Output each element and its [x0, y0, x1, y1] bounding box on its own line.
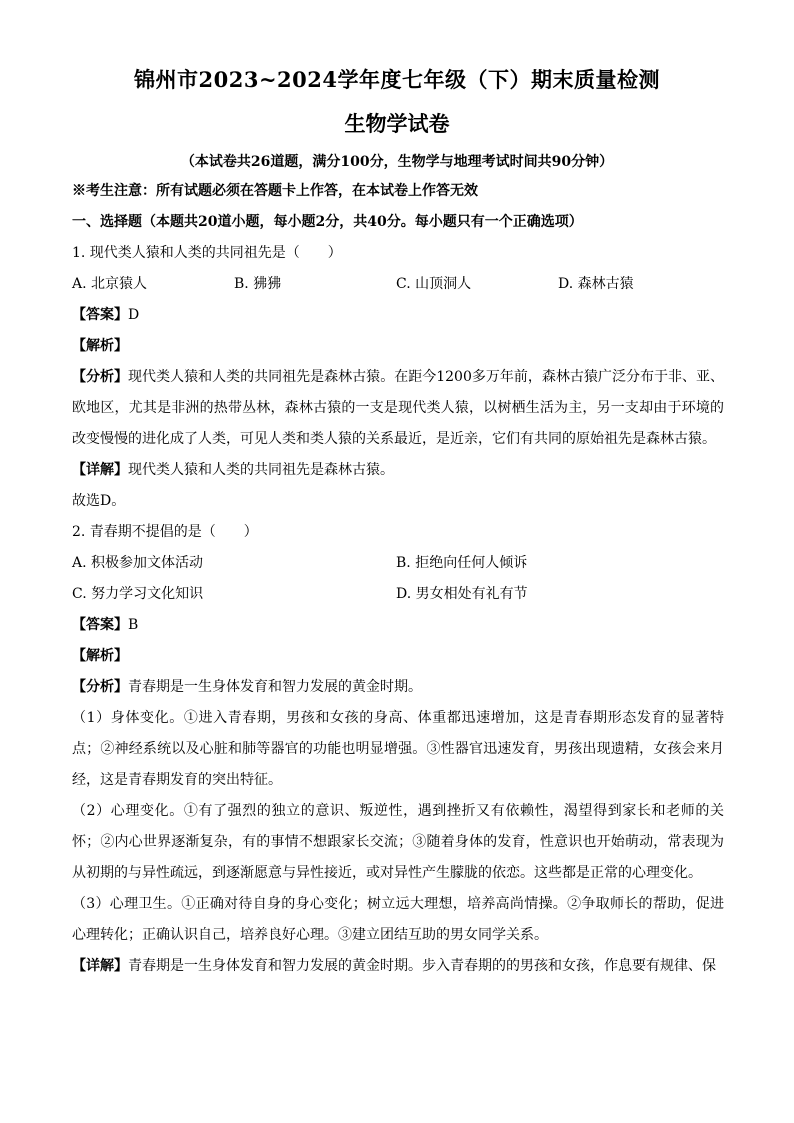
question-1-analysis [72, 362, 724, 455]
document-body [72, 176, 724, 982]
option-c: C. 山顶洞人 [396, 276, 472, 292]
question-2-options-row1 [72, 548, 724, 579]
question-1-stem: 1. 现代类人猿和人类的共同祖先是（ ） [72, 245, 342, 261]
question-2-answer [72, 610, 724, 641]
answer-value: B [128, 617, 139, 633]
option-d: D. 男女相处有礼有节 [396, 586, 528, 602]
exam-subject: 生物学试卷 [344, 111, 450, 136]
analysis-label: 【分析】 [72, 369, 129, 385]
exam-title: 锦州市2023~2024学年度七年级（下）期末质量检测 [134, 67, 660, 92]
exam-notice: ※考生注意：所有试题必须在答题卡上作答，在本试卷上作答无效 [72, 183, 478, 199]
option-a: A. 积极参加文体活动 [72, 555, 204, 571]
analysis-text: 青春期是一生身体发育和智力发展的黄金时期。 [128, 679, 422, 695]
detail-label: 【详解】 [72, 958, 128, 974]
question-1-conclusion: 故选D。 [72, 493, 126, 509]
option-b: B. 狒狒 [234, 276, 282, 292]
answer-label: 【答案】 [72, 307, 128, 323]
detail-text: 青春期是一生身体发育和智力发展的黄金时期。步入青春期的的男孩和女孩，作息要有规律、保 [128, 958, 716, 974]
analysis-point-2: （2）心理变化。①有了强烈的独立的意识、叛逆性，遇到挫折又有依赖性，渴望得到家长和老师的关怀；②内心世界逐渐复杂，有的事情不想跟家长交流；③随着身体的发育，性意识也开始萌动，常表现为从初期的与异性疏远，到逐渐愿意与异性接近，或对异性产生朦胧的依恋。这些都是正常的心理变化。 [72, 803, 724, 881]
option-d: D. 森林古猿 [558, 276, 634, 292]
analysis-label: 【分析】 [72, 679, 128, 695]
question-2-analysis [72, 672, 724, 703]
detail-text: 现代类人猿和人类的共同祖先是森林古猿。 [128, 462, 394, 478]
section-heading: 一、选择题（本题共20道小题，每小题2分，共40分。每小题只有一个正确选项） [72, 214, 583, 230]
option-b: B. 拒绝向任何人倾诉 [396, 555, 528, 571]
analysis-point-3: （3）心理卫生。①正确对待自身的身心变化；树立远大理想，培养高尚情操。②争取师长的帮助，促进心理转化；正确认识自己，培养良好心理。③建立团结互助的男女同学关系。 [72, 896, 724, 943]
question-2-stem: 2. 青春期不提倡的是（ ） [72, 524, 258, 540]
answer-label: 【答案】 [72, 617, 128, 633]
option-a: A. 北京猿人 [72, 276, 148, 292]
question-2-detail [72, 951, 724, 982]
analysis-heading: 【解析】 [72, 338, 128, 354]
question-1-answer [72, 300, 724, 331]
answer-value: D [128, 307, 140, 323]
detail-label: 【详解】 [72, 462, 128, 478]
question-2-options-row2 [72, 579, 724, 610]
analysis-text: 现代类人猿和人类的共同祖先是森林古猿。在距今1200多万年前，森林古猿广泛分布于非、亚、欧地区，尤其是非洲的热带丛林，森林古猿的一支是现代类人猿，以树栖生活为主，另一支却由于环境的改变慢慢的进化成了人类，可见人类和类人猿的关系最近，是近亲，它们有共同的原始祖先是森林古猿。 [72, 369, 725, 447]
analysis-heading: 【解析】 [72, 648, 128, 664]
question-1-detail [72, 455, 724, 486]
question-1-options [72, 269, 724, 300]
exam-info: （本试卷共26道题，满分100分，生物学与地理考试时间共90分钟） [180, 154, 614, 170]
analysis-point-1: （1）身体变化。①进入青春期，男孩和女孩的身高、体重都迅速增加，这是青春期形态发育的显著特点；②神经系统以及心脏和肺等器官的功能也明显增强。③性器官迅速发育，男孩出现遗精，女孩会来月经，这是青春期发育的突出特征。 [72, 710, 724, 788]
option-c: C. 努力学习文化知识 [72, 586, 204, 602]
